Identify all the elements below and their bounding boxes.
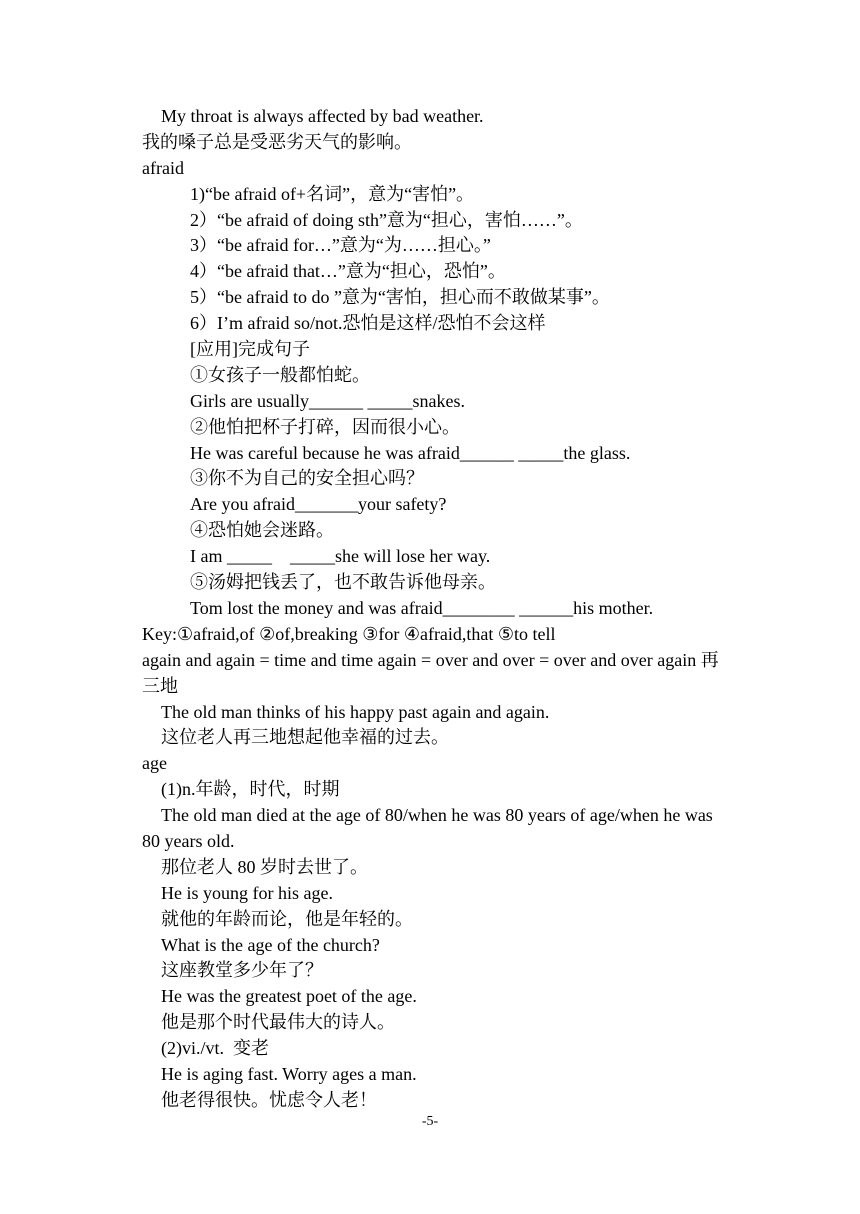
usage-item-6: 6）I’m afraid so/not.恐怕是这样/恐怕不会这样 [190,313,546,334]
sense-heading-2: (2)vi./vt. 变老 [161,1038,269,1059]
vocab-headword-afraid: afraid [142,157,184,178]
exercise-prompt-3: ③你不为自己的安全担心吗？ [190,468,424,489]
exercise-heading: [应用]完成句子 [190,339,310,360]
example-sentence-en: He was the greatest poet of the age. [161,986,417,1007]
usage-item-4: 4）“be afraid that…”意为“担心，恐怕”。 [190,261,506,282]
example-sentence-en: He is young for his age. [161,882,333,903]
exercise-prompt-4: ④恐怕她会迷路。 [190,520,334,541]
page-number: -5- [421,1114,439,1129]
example-sentence-zh: 他老得很快。忧虑令人老！ [161,1089,377,1110]
vocab-headword-again: again and again = time and time again = over and over = over and over again 再三地 [142,649,719,696]
example-sentence-zh: 就他的年龄而论，他是年轻的。 [161,908,413,929]
answer-key: Key:①afraid,of ②of,breaking ③for ④afraid,that ⑤to tell [142,623,556,644]
exercise-prompt-2: ②他怕把杯子打碎，因而很小心。 [190,416,460,437]
usage-item-3: 3）“be afraid for…”意为“为……担心。” [190,235,491,256]
exercise-prompt-1: ①女孩子一般都怕蛇。 [190,364,370,385]
example-sentence-en: He is aging fast. Worry ages a man. [161,1064,417,1085]
example-sentence-zh: 这座教堂多少年了？ [161,960,323,981]
example-sentence-en: The old man died at the age of 80/when he was 80 years of age/when he was 80 years old. [142,805,713,851]
example-sentence-zh: 那位老人 80 岁时去世了。 [161,856,368,877]
exercise-sentence-1: Girls are usually______ _____snakes. [190,390,465,411]
example-sentence-zh: 我的嗓子总是受恶劣天气的影响。 [142,131,412,152]
usage-item-5: 5）“be afraid to do ”意为“害怕，担心而不敢做某事”。 [190,287,610,308]
example-sentence-zh: 他是那个时代最伟大的诗人。 [161,1012,395,1033]
exercise-prompt-5: ⑤汤姆把钱丢了，也不敢告诉他母亲。 [190,572,496,593]
example-sentence-en: What is the age of the church? [161,934,380,955]
exercise-sentence-2: He was careful because he was afraid______ _____the glass. [190,442,631,463]
document-page [0,104,860,1114]
example-sentence-en: The old man thinks of his happy past again and again. [161,701,550,722]
example-sentence-en: My throat is always affected by bad weather. [161,106,484,126]
vocab-headword-age: age [142,753,167,774]
usage-item-2: 2）“be afraid of doing sth”意为“担心，害怕……”。 [190,209,583,230]
sense-heading-1: (1)n.年龄，时代，时期 [161,779,340,800]
exercise-sentence-5: Tom lost the money and was afraid________ ______his mother. [190,597,654,618]
exercise-sentence-3: Are you afraid_______your safety? [190,494,447,515]
usage-item-1: 1)“be afraid of+名词”，意为“害怕”。 [190,183,475,204]
exercise-sentence-4: I am _____ _____she will lose her way. [190,546,491,567]
example-sentence-zh: 这位老人再三地想起他幸福的过去。 [161,727,449,748]
